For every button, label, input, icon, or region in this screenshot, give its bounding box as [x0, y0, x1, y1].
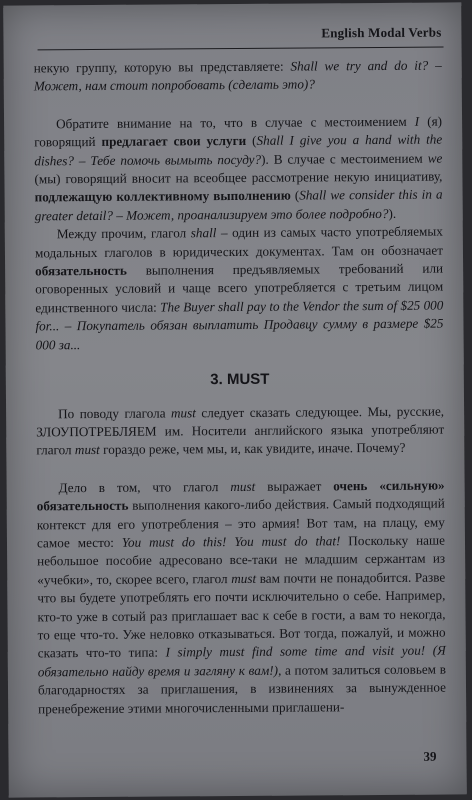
paragraph-2: Обратите внимание на то, что в случае с местоимением I (я) говорящий предлагает свои услуги (Shall I give you a hand with the dishes? – Тебе помочь вымыть посуду?). В случае с местоимением we (мы) говорящий вносит на всеобщее рассмотрение некую инициативу, подлежащую коллективному выполнению (Shall we consider this in a greater detail? – Может, проанализируем это более подробно?). — [34, 113, 443, 224]
page-body — [34, 57, 447, 719]
running-head: English Modal Verbs — [321, 24, 442, 41]
paragraph-3: Между прочим, глагол shall – один из самых часто употребляемых модальных глаголов в юридических документах. Там он обозначает обязательность выполнения предъявляемых требований или оговоренных условий и чаще всего употребляется с третьим лицом единственного числа: The Buyer shall pay to the Vendor the sum of $25 000 for... – Покупатель обязан выплатить Продавцу сумму в размере $25 000 за... — [34, 223, 444, 353]
paragraph-1: некую группу, которую вы представляете: Shall we try and do it? – Может, нам стоит попробовать (сделать это)? — [33, 57, 442, 94]
header-rule — [38, 47, 444, 51]
paragraph-5: Дело в том, что глагол must выражает очень «сильную» обязательность выполнения какого-либо действия. Самый подходящий контекст для его употребления – это армия! Вот там, на плацу, ему самое место: You must do this! You must do that! Поскольку наше небольшое пособие адресовано все-таки не младшим сержантам из «учебки», то, скорее всего, глагол must вам почти не понадобится. Разве что вы будете употреблять его почти исключительно о себе. Например, кто-то уже в сотый раз приглашает вас к себе в гости, а вам то некогда, то еще что-то. Уже неловко отказываться. Вот тогда, пожалуй, и можно сказать что-то типа: I simply must find some time and visit you! (Я обязательно найду время и загляну к вам!), а потом залиться соловьем в благодарностях за приглашения, в извинениях за вынужденное пренебрежение этими многочисленными приглашени- — [36, 477, 447, 716]
book-page — [3, 2, 467, 797]
section-heading: 3. MUST — [210, 370, 270, 389]
paragraph-4: По поводу глагола must следует сказать следующее. Мы, русские, ЗЛОУПОТРЕБЛЯЕМ им. Носители английского языка употребляют глагол must гораздо реже, чем мы, и, как увидите, иначе. Почему? — [36, 403, 445, 458]
page-number: 39 — [423, 748, 437, 764]
